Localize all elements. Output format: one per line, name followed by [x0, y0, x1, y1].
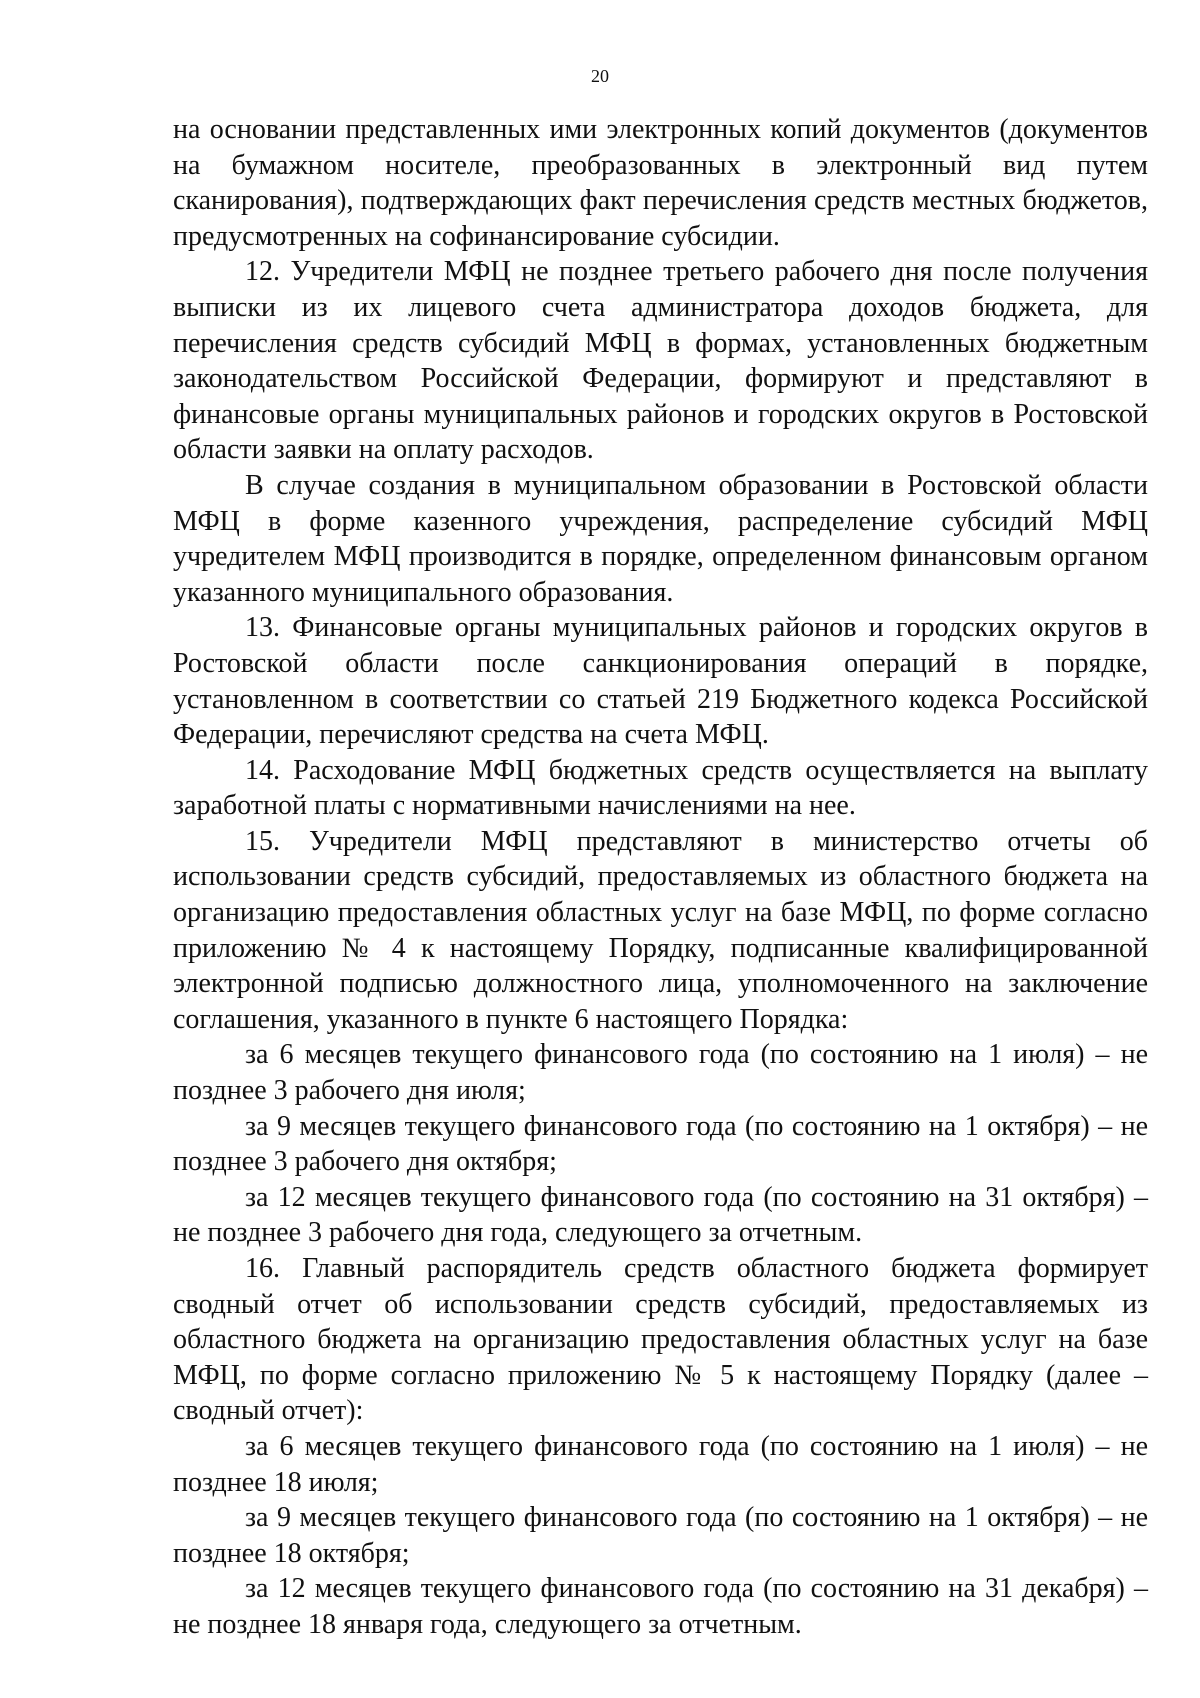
paragraph-summary-deadline-12-months: за 12 месяцев текущего финансового года (по состоянию на 31 декабря) – не позднее 18 января года, следующего за отчетным. — [173, 1573, 1148, 1640]
page-number: 20 — [591, 66, 609, 86]
paragraph-item-15: 15. Учредители МФЦ представляют в министерство отчеты об использовании средств субсидий, предоставляемых из областного бюджета на организацию предоставления областных услуг на базе МФЦ, по форме согласно приложению № 4 к настоящему Порядку, подписанные квалифицированной электронной подписью должностного лица, уполномоченного на заключение соглашения, указанного в пункте 6 настоящего Порядка: — [173, 825, 1148, 1035]
paragraph-summary-deadline-6-months: за 6 месяцев текущего финансового года (по состоянию на 1 июля) – не позднее 18 июля; — [173, 1430, 1148, 1498]
paragraph-item-14: 14. Расходование МФЦ бюджетных средств осуществляется на выплату заработной платы с нормативными начислениями на нее. — [173, 754, 1148, 822]
paragraph-continuation: на основании представленных ими электронных копий документов (документов на бумажном носителе, преобразованных в электронный вид путем сканирования), подтверждающих факт перечисления средств местных бюджетов, предусмотренных на софинансирование субсидии. — [173, 114, 1148, 252]
paragraph-treasury-case: В случае создания в муниципальном образовании в Ростовской области МФЦ в форме казенного учреждения, распределение субсидий МФЦ учредителем МФЦ производится в порядке, определенном финансовым органом указанного муниципального образования. — [173, 469, 1148, 608]
paragraph-deadline-9-months: за 9 месяцев текущего финансового года (по состоянию на 1 октября) – не позднее 3 рабочего дня октября; — [173, 1110, 1148, 1178]
document-body — [173, 112, 1148, 1643]
paragraph-summary-deadline-9-months: за 9 месяцев текущего финансового года (по состоянию на 1 октября) – не позднее 18 октября; — [173, 1502, 1148, 1569]
paragraph-item-12: 12. Учредители МФЦ не позднее третьего рабочего дня после получения выписки из их лицевого счета администратора доходов бюджета, для перечисления средств субсидий МФЦ в формах, установленных бюджетным законодательством Российской Федерации, формируют и представляют в финансовые органы муниципальных районов и городских округов в Ростовской области заявки на оплату расходов. — [173, 256, 1148, 466]
paragraph-deadline-12-months: за 12 месяцев текущего финансового года (по состоянию на 31 октября) – не позднее 3 рабочего дня года, следующего за отчетным. — [173, 1181, 1148, 1249]
paragraph-item-16: 16. Главный распорядитель средств областного бюджета формирует сводный отчет об использовании средств субсидий, предоставляемых из областного бюджета на организацию предоставления областных услуг на базе МФЦ, по форме согласно приложению № 5 к настоящему Порядку (далее – сводный отчет): — [173, 1253, 1148, 1427]
paragraph-item-13: 13. Финансовые органы муниципальных районов и городских округов в Ростовской области после санкционирования операций в порядке, установленном в соответствии со статьей 219 Бюджетного кодекса Российской Федерации, перечисляют средства на счета МФЦ. — [173, 612, 1148, 751]
paragraph-deadline-6-months: за 6 месяцев текущего финансового года (по состоянию на 1 июля) – не позднее 3 рабочего дня июля; — [173, 1039, 1148, 1107]
